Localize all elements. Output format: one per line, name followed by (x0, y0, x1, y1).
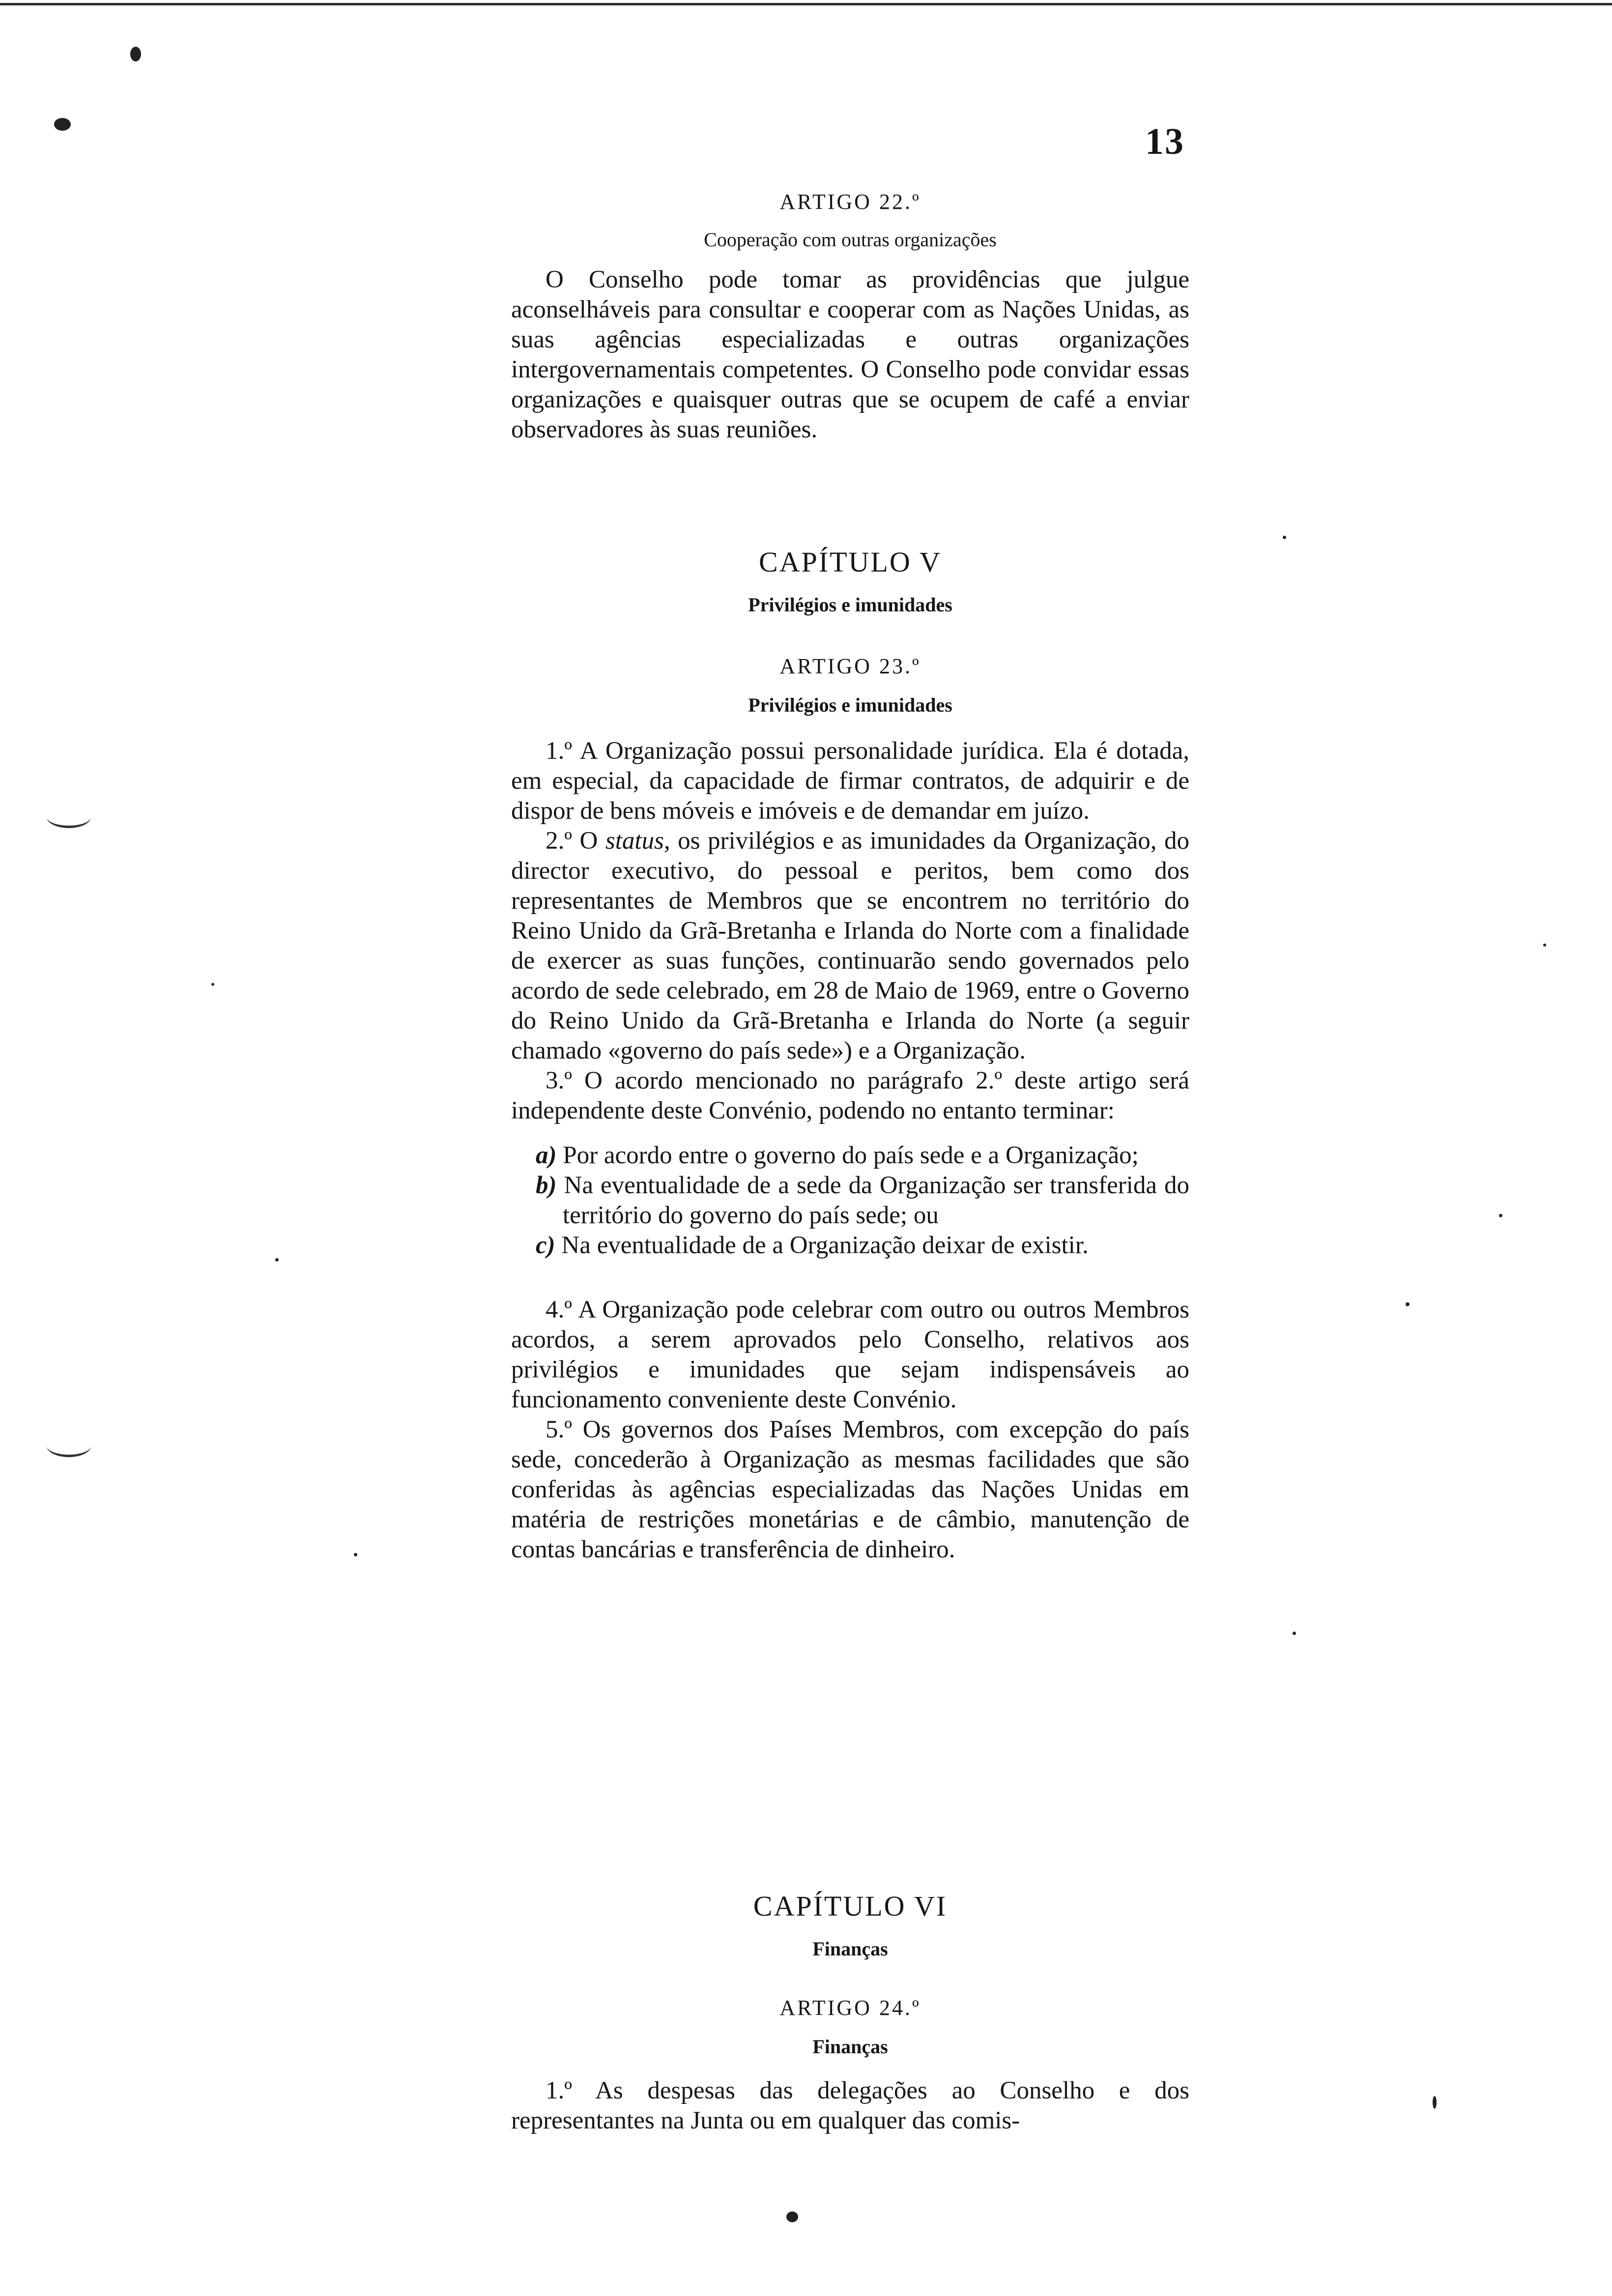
margin-mark (47, 1435, 91, 1457)
chapter-5-title: CAPÍTULO V (758, 546, 942, 578)
list-item-text: Na eventualidade de a Organização deixar de existir. (561, 1232, 1089, 1259)
scan-speck (786, 2211, 798, 2222)
list-item-label: b) (536, 1172, 557, 1199)
list-item (511, 1141, 1189, 1171)
chapter-6-subtitle: Finanças (812, 1938, 888, 1960)
article-23-paragraph-3: 3.º O acordo mencionado no parágrafo 2.º deste artigo será independente deste Convénio, podendo no entanto terminar: (511, 1067, 1189, 1124)
chapter-6-title: CAPÍTULO VI (753, 1890, 948, 1922)
scan-speck (54, 118, 71, 131)
top-edge-rule (0, 3, 1612, 5)
article-23-title: ARTIGO 23.º (779, 654, 921, 678)
article-22-subtitle: Cooperação com outras organizações (704, 229, 997, 251)
paragraph-2-lead: 2.º O (546, 827, 605, 855)
scan-speck (130, 47, 141, 61)
list-item-text: Por acordo entre o governo do país sede e a Organização; (563, 1142, 1139, 1169)
margin-mark (47, 806, 91, 828)
scan-speck (1499, 1214, 1502, 1217)
page-number: 13 (1145, 121, 1184, 162)
termination-list (511, 1141, 1189, 1261)
paragraph-2-rest: os privilégios e as imunidades da Organização, do director executivo, do pessoal e peritos, bem como dos representantes de Membros que se encontrem no território do Reino Unido da Grã-Bretanha e Irlanda do Norte com a finalidade de exercer as suas funções, continuarão sendo governados pelo acordo de sede celebrado, em 28 de Maio de 1969, entre o Governo do Reino Unido da Grã-Bretanha e Irlanda do Norte (a seguir chamado «governo do país sede») e a Organização. (511, 827, 1189, 1064)
article-23-subtitle: Privilégios e imunidades (748, 694, 952, 716)
article-24 (511, 1995, 1189, 2136)
status-term: status, (605, 827, 670, 855)
article-22 (511, 189, 1189, 445)
article-24-paragraph-1: 1.º As despesas das delegações ao Conselho e dos representantes na Junta ou em qualquer das comis- (511, 2077, 1189, 2134)
scan-speck (354, 1553, 357, 1556)
article-23 (511, 654, 1189, 1565)
list-item (511, 1231, 1189, 1261)
chapter-6 (511, 1890, 1189, 1960)
article-23-paragraph-4: 4.º A Organização pode celebrar com outro ou outros Membros acordos, a serem aprovados pelo Conselho, relativos aos privilégios e imunidades que sejam indispensáveis ao funcionamento conveniente deste Convénio. (511, 1296, 1189, 1413)
chapter-5-subtitle: Privilégios e imunidades (748, 594, 952, 616)
article-23-paragraph-1: 1.º A Organização possui personalidade jurídica. Ela é dotada, em especial, da capacidade de firmar contratos, de adquirir e de dispor de bens móveis e imóveis e de demandar em juízo. (511, 737, 1189, 825)
scan-speck (211, 983, 214, 986)
article-23-paragraph-5: 5.º Os governos dos Países Membros, com excepção do país sede, concederão à Organização as mesmas facilidades que são conferidas às agências especializadas das Nações Unidas em matéria de restrições monetárias e de câmbio, manutenção de contas bancárias e transferência de dinheiro. (511, 1416, 1189, 1563)
scan-speck (1283, 536, 1286, 539)
list-item-text: Na eventualidade de a sede da Organização ser transferida do território do governo do país sede; ou (563, 1172, 1189, 1229)
list-item-label: c) (536, 1232, 555, 1259)
article-24-title: ARTIGO 24.º (779, 1996, 921, 2020)
scan-speck (1293, 1632, 1296, 1635)
scan-speck (1406, 1302, 1410, 1306)
article-22-title: ARTIGO 22.º (779, 190, 921, 214)
scan-speck (1543, 944, 1546, 947)
article-23-paragraph-2 (511, 826, 1189, 1066)
list-item-label: a) (536, 1142, 557, 1169)
scan-speck (275, 1258, 279, 1262)
article-24-subtitle: Finanças (812, 2036, 888, 2058)
chapter-5 (511, 545, 1189, 616)
article-22-text: O Conselho pode tomar as providências que julgue aconselháveis para consultar e cooperar com as Nações Unidas, as suas agências especializadas e outras organizações intergovernamentais competentes. O Conselho pode convidar essas organizações e quaisquer outras que se ocupem de café a enviar observadores às suas reuniões. (511, 266, 1189, 443)
scan-speck (1433, 2096, 1437, 2109)
list-item (511, 1171, 1189, 1231)
